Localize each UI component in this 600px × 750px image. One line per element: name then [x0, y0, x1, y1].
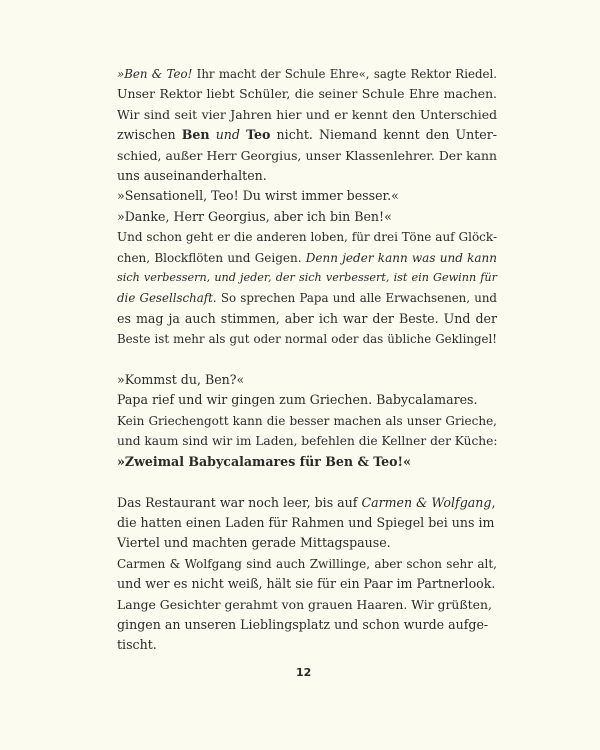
text: zwischen — [117, 127, 182, 143]
text-line: Wir sind seit vier Jahren hier und er kennt den Unterschied — [117, 106, 497, 122]
text-line: Carmen & Wolfgang sind auch Zwillinge, aber schon sehr alt, — [117, 556, 497, 571]
paragraph-gap — [117, 350, 497, 370]
text-line: »Kommst du, Ben?« — [117, 372, 245, 388]
text-line: und wer es nicht weiß, hält sie für ein Paar im Partnerlook. — [117, 576, 496, 592]
italic-text: »Ben & Teo! — [117, 67, 193, 81]
paragraph-gap — [117, 472, 497, 492]
page-number: 12 — [296, 666, 312, 679]
text: Das Restaurant war noch leer, bis auf — [117, 494, 362, 510]
text-line: Und schon geht er die anderen loben, für drei Töne auf Glöck- — [117, 230, 497, 245]
italic-text: und — [209, 127, 247, 143]
text: . So sprechen Papa und alle Erwachsenen, und — [212, 291, 497, 306]
text-line: Beste ist mehr als gut oder normal oder das übliche Geklingel! — [117, 332, 497, 347]
bold-text: Ben — [181, 127, 210, 143]
text-line: und kaum sind wir im Laden, befehlen die Kellner der Küche: — [117, 434, 498, 449]
text-line: Papa rief und wir gingen zum Griechen. Babycalamares. — [117, 392, 478, 408]
text-line — [117, 288, 497, 308]
text-line: Kein Griechengott kann die besser machen als unser Grieche, — [117, 413, 497, 428]
text-line: uns auseinanderhalten. — [117, 168, 267, 184]
text-line: »Danke, Herr Georgius, aber ich bin Ben!« — [117, 208, 392, 224]
text-line: Lange Gesichter gerahmt von grauen Haaren. Wir grüßten, — [117, 596, 492, 612]
text-line: »Sensationell, Teo! Du wirst immer besser.« — [117, 188, 399, 204]
bold-text: Teo — [246, 127, 271, 143]
italic-text: Carmen & Wolfgang — [361, 494, 492, 510]
text-line — [117, 64, 497, 84]
text-line: Unser Rektor liebt Schüler, die seiner Schule Ehre machen. — [117, 86, 497, 102]
text: nicht. Niemand kennt den Unter- — [270, 127, 497, 143]
italic-text: Denn jeder kann was und kann — [305, 250, 497, 265]
text-line: schied, außer Herr Georgius, unser Klassenlehrer. Der kann — [117, 147, 497, 163]
text: chen, Blockflöten und Geigen. — [117, 250, 306, 265]
text-line: gingen an unseren Lieblingsplatz und schon wurde aufge- — [117, 616, 489, 632]
text-line: tischt. — [117, 637, 157, 653]
italic-text: die Gesellschaft — [117, 291, 213, 306]
text-line: es mag ja auch stimmen, aber ich war der Beste. Und der — [117, 310, 497, 326]
text-line — [117, 248, 497, 268]
text-line: sich verbessern, und jeder, der sich verbessert, ist ein Gewinn für — [117, 271, 497, 285]
text-line: »Zweimal Babycalamares für Ben & Teo!« — [117, 453, 411, 469]
text: Ihr macht der Schule Ehre«, sagte Rektor Riedel. — [192, 67, 498, 81]
text-line: Viertel und machten gerade Mittagspause. — [117, 535, 391, 551]
text-line: die hatten einen Laden für Rahmen und Spiegel bei uns im — [117, 514, 495, 530]
text-line — [117, 493, 497, 513]
text: , — [491, 494, 496, 510]
text-line — [117, 125, 497, 145]
body-text — [117, 64, 497, 656]
